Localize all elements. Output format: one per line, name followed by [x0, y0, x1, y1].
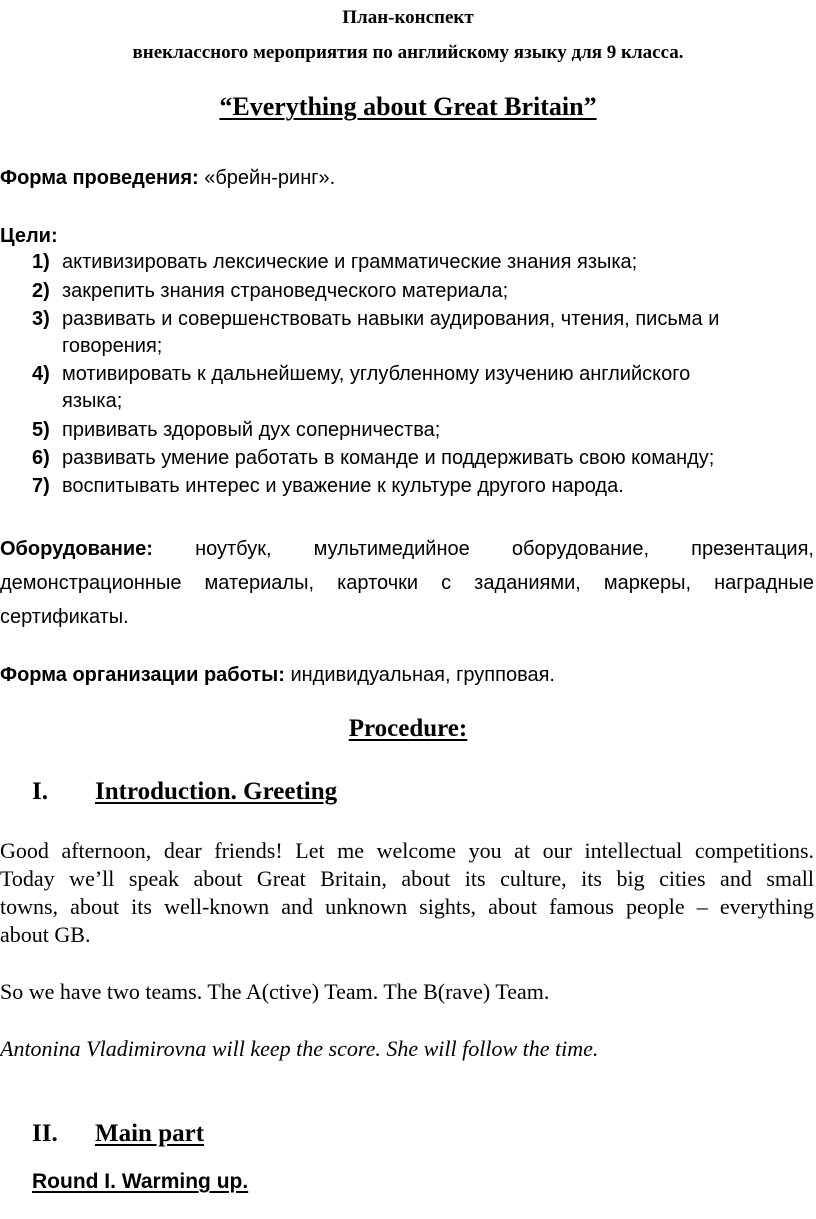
greeting-line-1: Good afternoon, dear friends! Let me welcome you at our intellectual competitions.	[0, 838, 814, 863]
procedure-heading: Procedure:	[348, 715, 468, 742]
list-text: прививать здоровый дух соперничества;	[62, 419, 441, 441]
equipment-line-1: Оборудование: ноутбук, мультимедийное оборудование, презентация,	[0, 538, 814, 560]
list-number: 5)	[32, 419, 50, 441]
list-text: закрепить знания страноведческого материала;	[62, 280, 509, 302]
equipment-line-3: сертификаты.	[0, 606, 129, 628]
list-text: развивать и совершенствовать навыки аудирования, чтения, письма и	[62, 308, 720, 330]
doc-type-heading: План-конспект	[342, 7, 474, 28]
score-keeper-paragraph: Antonina Vladimirovna will keep the score. She will follow the time.	[0, 1036, 599, 1061]
section-number: I.	[32, 778, 48, 805]
doc-subject-heading: внеклассного мероприятия по английскому языку для 9 класса.	[132, 42, 684, 63]
list-text: воспитывать интерес и уважение к культуре другого народа.	[62, 475, 624, 497]
section-title: Introduction. Greeting	[95, 778, 338, 805]
form-line	[0, 167, 335, 190]
list-number: 1)	[32, 251, 50, 273]
list-number: 2)	[32, 280, 50, 302]
list-text: развивать умение работать в команде и поддерживать свою команду;	[62, 447, 715, 469]
section-title: Main part	[95, 1120, 205, 1147]
list-number: 6)	[32, 447, 50, 469]
list-text-continued: языка;	[62, 390, 123, 412]
teams-paragraph: So we have two teams. The A(ctive) Team. The B(rave) Team.	[0, 979, 550, 1004]
greeting-line-3: towns, about its well-known and unknown sights, about famous people – everything	[0, 894, 814, 919]
goals-label: Цели:	[0, 225, 58, 247]
equipment-line-2: демонстрационные материалы, карточки с заданиями, маркеры, наградные	[0, 572, 814, 594]
form-label: Форма проведения:	[0, 167, 199, 189]
equipment-label: Оборудование:	[0, 538, 153, 560]
greeting-line-4: about GB.	[0, 922, 91, 947]
organization-value: индивидуальная, групповая.	[284, 664, 555, 686]
organization-line	[0, 664, 555, 687]
round-heading: Round I. Warming up.	[32, 1170, 249, 1193]
form-value: «брейн-ринг».	[198, 167, 336, 189]
list-number: 4)	[32, 363, 50, 385]
greeting-line-2: Today we’ll speak about Great Britain, about its culture, its big cities and small	[0, 866, 814, 891]
list-text: мотивировать к дальнейшему, углубленному изучению английского	[62, 363, 691, 385]
list-text-continued: говорения;	[62, 335, 163, 357]
list-number: 3)	[32, 308, 50, 330]
event-title: “Everything about Great Britain”	[219, 92, 597, 121]
list-text: активизировать лексические и грамматические знания языка;	[62, 251, 638, 273]
section-number: II.	[32, 1120, 58, 1147]
organization-label: Форма организации работы:	[0, 664, 285, 686]
list-number: 7)	[32, 475, 50, 497]
